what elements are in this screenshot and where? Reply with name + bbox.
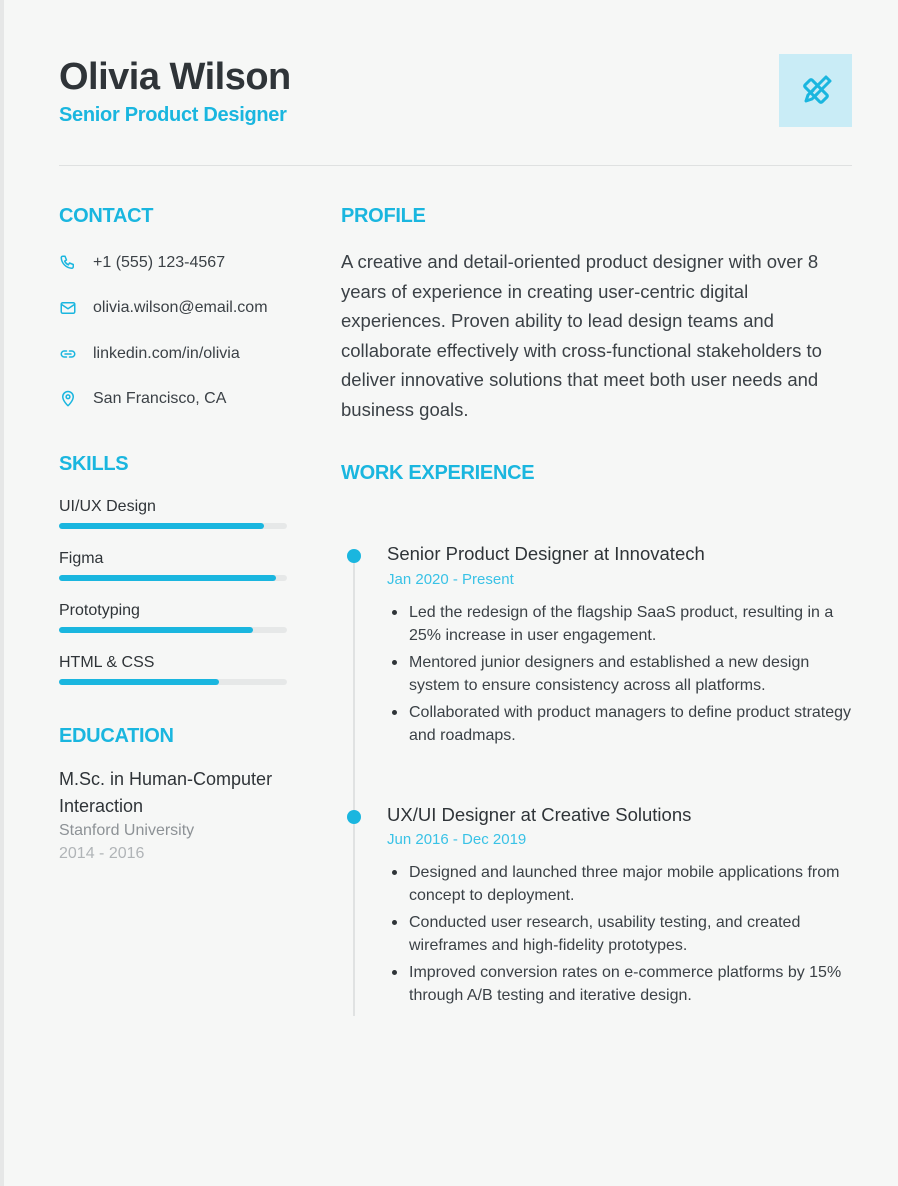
contact-phone bbox=[59, 251, 225, 275]
link-icon bbox=[59, 345, 77, 363]
education-degree: M.Sc. in Human-Computer Interaction bbox=[59, 769, 273, 816]
candidate-name: Olivia Wilson bbox=[59, 56, 291, 98]
skill-bar bbox=[59, 575, 287, 581]
resume-page bbox=[4, 0, 898, 1186]
job-bullet: Improved conversion rates on e-commerce platforms by 15% through A/B testing and iterative design. bbox=[387, 961, 852, 1007]
contact-linkedin bbox=[59, 342, 240, 366]
job-bullets bbox=[387, 601, 852, 751]
education-school: Stanford University bbox=[59, 822, 195, 839]
job-title: UX/UI Designer at Creative Solutions bbox=[387, 804, 692, 825]
job-bullets bbox=[387, 861, 852, 1011]
job-dates: Jun 2016 - Dec 2019 bbox=[387, 831, 527, 848]
header-divider bbox=[59, 165, 852, 166]
timeline-dot bbox=[347, 810, 361, 824]
job-bullet: Conducted user research, usability testing, and created wireframes and high-fidelity prototypes. bbox=[387, 911, 852, 957]
skill-item bbox=[59, 497, 287, 529]
contact-location bbox=[59, 387, 226, 411]
contact-linkedin-text[interactable]: linkedin.com/in/olivia bbox=[93, 345, 240, 362]
job-bullet: Designed and launched three major mobile applications from concept to deployment. bbox=[387, 861, 852, 907]
skill-label: Figma bbox=[59, 550, 104, 567]
contact-email bbox=[59, 296, 268, 320]
profile-heading: PROFILE bbox=[341, 205, 426, 227]
skill-item bbox=[59, 653, 287, 685]
phone-icon bbox=[59, 254, 77, 272]
skill-label: UI/UX Design bbox=[59, 498, 156, 515]
skill-bar bbox=[59, 679, 287, 685]
skill-label: HTML & CSS bbox=[59, 654, 155, 671]
skill-bar-fill bbox=[59, 575, 276, 581]
location-pin-icon bbox=[59, 390, 77, 408]
experience-heading: WORK EXPERIENCE bbox=[341, 462, 535, 484]
skill-bar-fill bbox=[59, 523, 264, 529]
skill-label: Prototyping bbox=[59, 602, 140, 619]
candidate-role: Senior Product Designer bbox=[59, 104, 287, 126]
contact-phone-text[interactable]: +1 (555) 123-4567 bbox=[93, 254, 226, 271]
timeline-dot bbox=[347, 549, 361, 563]
job-dates: Jan 2020 - Present bbox=[387, 571, 514, 588]
profile-summary: A creative and detail-oriented product designer with over 8 years of experience in creating user-centric digital experiences. Proven ability to lead design teams and collaborate effectively with cross-functional stakeholders to deliver innovative solutions that meet both user needs and business goals. bbox=[341, 251, 822, 420]
skills-heading: SKILLS bbox=[59, 453, 129, 475]
timeline-line bbox=[353, 554, 355, 1016]
education-years: 2014 - 2016 bbox=[59, 845, 145, 862]
mail-icon bbox=[59, 299, 77, 317]
contact-heading: CONTACT bbox=[59, 205, 154, 227]
job-bullet: Led the redesign of the flagship SaaS product, resulting in a 25% increase in user engagement. bbox=[387, 601, 852, 647]
skill-bar-fill bbox=[59, 627, 253, 633]
education-heading: EDUCATION bbox=[59, 725, 174, 747]
skill-bar bbox=[59, 523, 287, 529]
skill-item bbox=[59, 549, 287, 581]
skill-item bbox=[59, 601, 287, 633]
job-title: Senior Product Designer at Innovatech bbox=[387, 543, 705, 564]
skill-bar bbox=[59, 627, 287, 633]
logo-badge bbox=[779, 54, 852, 127]
job-bullet: Mentored junior designers and established a new design system to ensure consistency across all platforms. bbox=[387, 651, 852, 697]
contact-email-text[interactable]: olivia.wilson@email.com bbox=[93, 299, 268, 316]
skill-bar-fill bbox=[59, 679, 219, 685]
contact-location-text: San Francisco, CA bbox=[93, 390, 227, 407]
design-tools-icon bbox=[798, 73, 834, 109]
job-bullet: Collaborated with product managers to define product strategy and roadmaps. bbox=[387, 701, 852, 747]
